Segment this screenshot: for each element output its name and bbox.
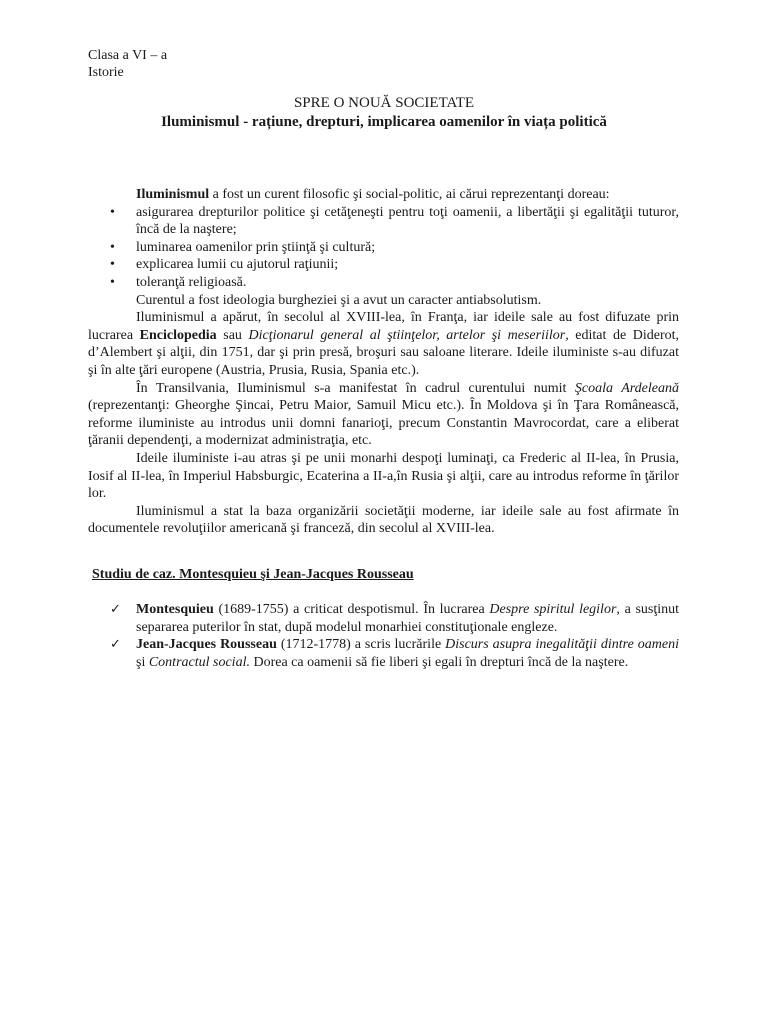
- case-item-rousseau: [108, 636, 679, 671]
- list-item-text: toleranţă religioasă.: [136, 274, 247, 290]
- page-subtitle: Iluminismul - rațiune, drepturi, implicarea oamenilor în viața politică: [161, 114, 607, 130]
- case-study-title: Studiu de caz. Montesquieu şi Jean-Jacques Rousseau: [92, 567, 414, 582]
- document-body: [88, 186, 679, 538]
- text-run: sau: [216, 327, 249, 343]
- text-run: (1689-1755) a criticat despotismul. În lucrarea: [213, 602, 490, 617]
- paragraph-legacy: Iluminismul a stat la baza organizării societăţii moderne, iar ideile sale au fost afirmate în documentele revoluţiilor americană şi franceză, din secolul al XVIII-lea.: [88, 503, 679, 537]
- person-name: Montesquieu: [136, 602, 214, 617]
- work-title: Despre spiritul legilor: [489, 602, 617, 617]
- bullet-icon: •: [110, 204, 115, 220]
- goals-list: [88, 204, 679, 292]
- person-name: Jean-Jacques Rousseau: [136, 637, 277, 653]
- list-item: [88, 204, 679, 239]
- paragraph-origins: [88, 309, 679, 379]
- document-header: [88, 47, 167, 81]
- text-run: Dorea ca oamenii să fie liberi şi egali în drepturi încă de la naştere.: [249, 654, 629, 670]
- paragraph-ideology: Curentul a fost ideologia burgheziei şi a avut un caracter antiabsolutism.: [136, 292, 542, 308]
- list-item: [88, 239, 679, 257]
- school-name: Şcoala Ardeleană: [574, 380, 679, 396]
- intro-term: Iluminismul: [136, 187, 210, 202]
- bullet-icon: •: [110, 239, 115, 255]
- bullet-icon: •: [110, 257, 115, 273]
- text-run: , a susţinut separarea puterilor în stat, după modelul monarhiei constituţionale engleze.: [136, 602, 680, 635]
- text-run: (reprezentanţi: Gheorghe Şincai, Petru Maior, Samuil Micu etc.). În Moldova şi în Ţara Românească, reforme iluministe au introdus unii domni fanarioţi, precum Constantin Mavrocordat, care a eliberat ţăranii dependenţi, a modernizat administraţia, etc.: [88, 398, 679, 449]
- list-item-text: explicarea lumii cu ajutorul raţiunii;: [136, 257, 339, 273]
- list-item: [88, 256, 679, 274]
- list-item-text: luminarea oamenilor prin ştiinţă şi cultură;: [136, 239, 376, 255]
- case-study-list: [108, 601, 679, 671]
- text-run: În Transilvania, Iluminismul s-a manifestat în cadrul curentului numit: [136, 380, 575, 396]
- list-item: [88, 274, 679, 292]
- page-title: SPRE O NOUĂ SOCIETATE: [293, 95, 475, 111]
- text-run: Iluminismul a apărut, în secolul al XVIII-lea, în Franţa, iar ideile sale au fost difuzate prin lucrarea: [88, 310, 679, 343]
- checkmark-icon: ✓: [110, 602, 121, 617]
- work-title: Contractul social.: [148, 654, 250, 670]
- paragraph-romania: [88, 380, 679, 450]
- work-title: Discurs asupra inegalităţii dintre oameni: [445, 637, 679, 653]
- paragraph-monarchs: Ideile iluministe i-au atras şi pe unii monarhi despoţi luminaţi, ca Frederic al II-lea, în Prusia, Iosif al II-lea, în Imperiul Habsburgic, Ecaterina a II-a,în Rusia şi alţii, care au introdus reforme în ţărilor lor.: [88, 450, 679, 502]
- subject-line: Istorie: [88, 65, 124, 80]
- title-block: [0, 94, 768, 131]
- intro-text: a fost un curent filosofic şi social-politic, ai cărui reprezentanţi doreau:: [209, 187, 610, 202]
- bullet-icon: •: [110, 274, 115, 290]
- class-line: Clasa a VI – a: [88, 48, 168, 63]
- encyclopedia-term: Enciclopedia: [139, 327, 217, 343]
- text-run: , editat de Diderot, d’Alembert şi alţii, din 1751, dar şi prin presă, broşuri sau saloane literare. Ideile iluministe s-au difuzat şi în alte ţări europene (Austria, Prusia, Rusia, Spania etc.).: [88, 327, 679, 378]
- text-run: şi: [136, 654, 149, 670]
- intro-paragraph: [88, 186, 679, 204]
- text-run: (1712-1778) a scris lucrările: [276, 637, 446, 653]
- dictionary-title: Dicţionarul general al ştiinţelor, artelor şi meseriilor: [248, 327, 566, 343]
- list-item-text: asigurarea drepturilor politice şi cetăţeneşti pentru toţi oamenii, a libertăţii şi egalităţii tuturor, încă de la naştere;: [136, 204, 679, 238]
- case-item-montesquieu: [108, 601, 679, 636]
- checkmark-icon: ✓: [110, 637, 121, 653]
